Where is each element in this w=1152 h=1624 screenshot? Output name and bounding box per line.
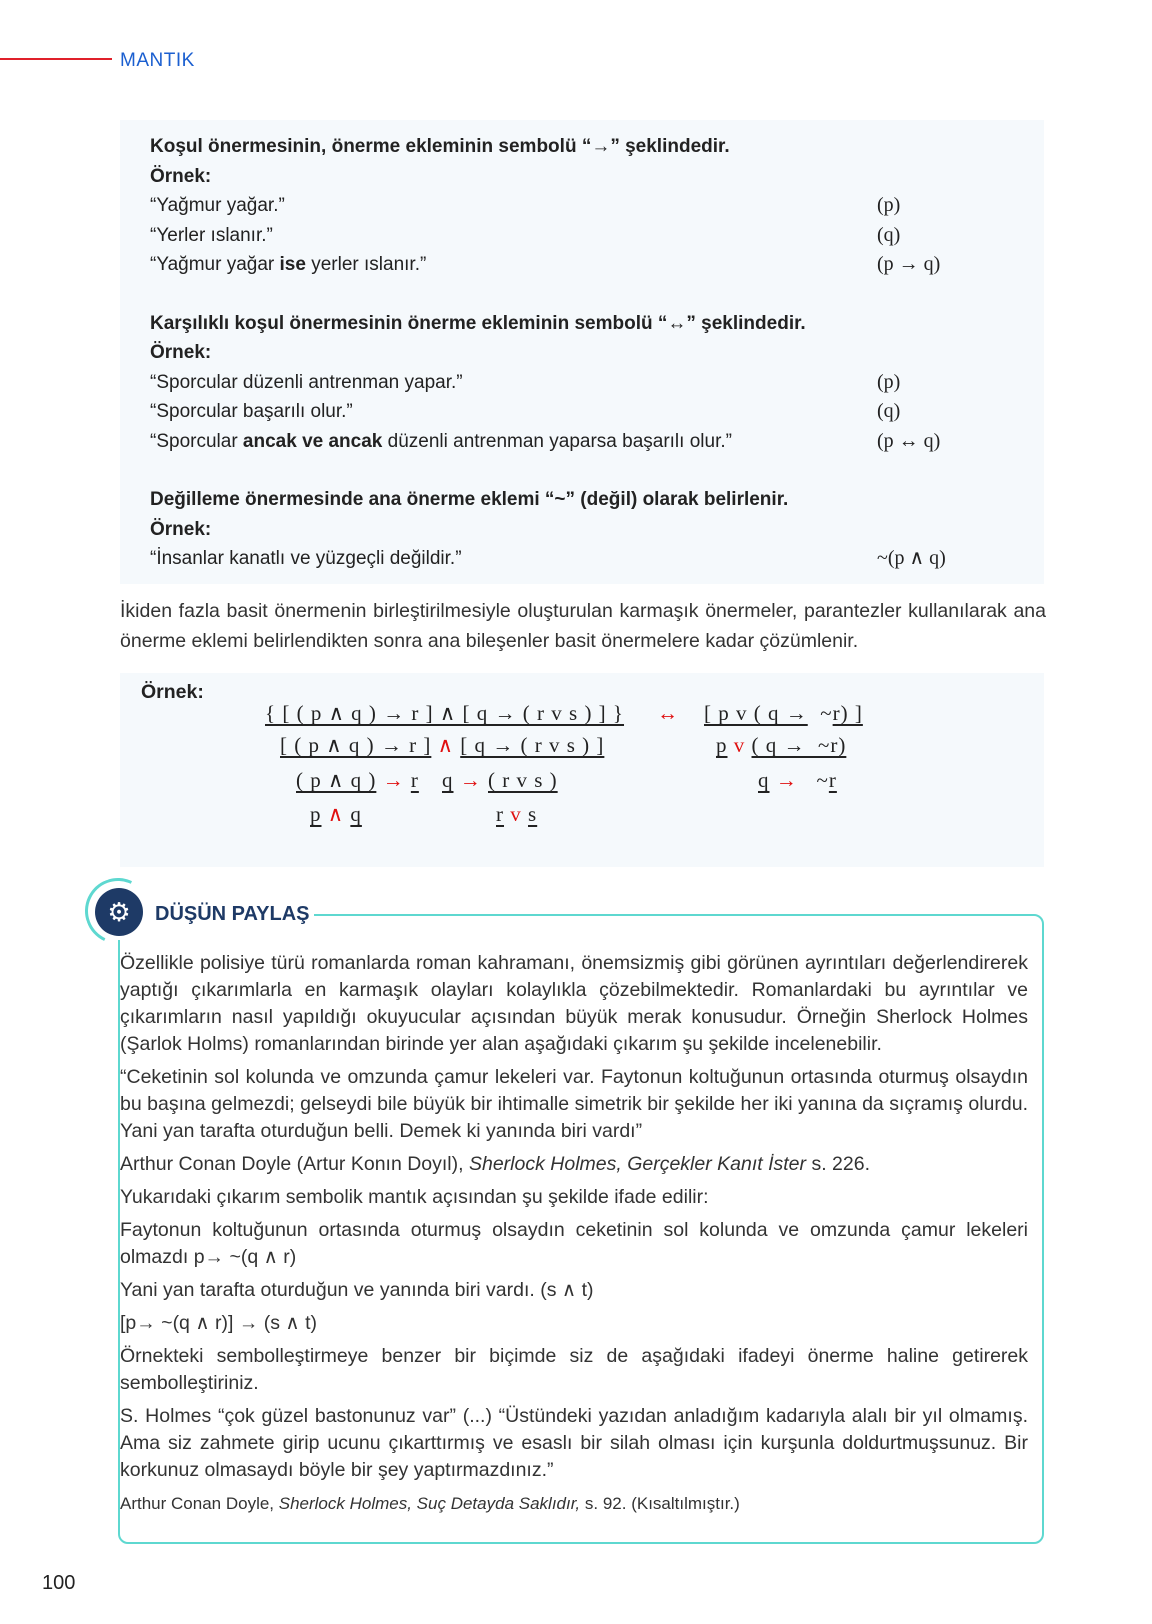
definitions-box <box>120 120 1044 584</box>
paragraph: Örnekteki sembolleştirmeye benzer bir biçimde siz de aşağıdaki ifadeyi önerme haline getirerek sembolleştiriniz. <box>120 1345 1028 1394</box>
formula-step: p ∧ q <box>310 802 362 826</box>
symbolic-form: (q) <box>877 223 901 246</box>
chapter-title: MANTIK <box>120 50 195 71</box>
formula-step: p v ( q → ~r) <box>716 733 847 757</box>
paragraph: Faytonun koltuğunun ortasında oturmuş olsaydın ceketinin sol kolunda ve omzunda çamur lekeleri olmazdı p→ ~(q ∧ r) <box>120 1219 1028 1268</box>
symbolic-form: (p ↔ q) <box>877 429 941 452</box>
paragraph: Yani yan tarafta oturduğun ve yanında biri vardı. (s ∧ t) <box>120 1279 594 1301</box>
section-heading: Koşul önermesinin, önerme ekleminin sembolü “→” şeklindedir. <box>150 136 730 157</box>
symbolic-form: (p → q) <box>877 253 941 275</box>
page-number: 100 <box>42 1572 76 1594</box>
formula-step: [ ( p ∧ q ) → r ] ∧ [ q → ( r v s ) ] <box>280 733 605 757</box>
example-label: Örnek: <box>150 518 212 540</box>
paragraph: Yukarıdaki çıkarım sembolik mantık açısından şu şekilde ifade edilir: <box>120 1186 709 1208</box>
equivalence-symbol: ↔ <box>657 701 679 725</box>
brain-gear-icon: ⚙ <box>95 888 143 936</box>
header-rule <box>0 58 112 60</box>
example-label: Örnek: <box>141 681 204 703</box>
example-box <box>120 673 1044 867</box>
quote: S. Holmes “çok güzel bastonunuz var” (...) “Üstündeki yazıdan anladığım kadarıyla alalı bir yıl olmamış. Ama siz zahmete girip ucunu çıkarttırmış ve esaslı bir silah olması için kurşunla doldurtmuşsunuz. Bir korkunuz olmasaydı böyle bir şey yaptırmazdınız.” <box>120 1405 1028 1481</box>
think-share-body <box>120 950 1028 1523</box>
example-row: “Sporcular ancak ve ancak düzenli antrenman yaparsa başarılı olur.” (p ↔ q) <box>150 427 1014 457</box>
example-row: “Yerler ıslanır.” (q) <box>150 221 1014 251</box>
formula-step: q → ~r <box>758 768 837 792</box>
symbolic-form: (p) <box>877 194 901 216</box>
formula-step: q → ( r v s ) <box>442 768 558 792</box>
citation: Arthur Conan Doyle, Sherlock Holmes, Suç Detayda Saklıdır, s. 92. (Kısaltılmıştır.) <box>120 1494 740 1513</box>
think-share-title: DÜŞÜN PAYLAŞ <box>155 903 310 925</box>
example-row: “İnsanlar kanatlı ve yüzgeçli değildir.” ~(p ∧ q) <box>150 544 1014 574</box>
symbolic-form: (p) <box>877 370 901 393</box>
paragraph: Özellikle polisiye türü romanlarda roman kahramanı, önemsizmiş gibi görünen ayrıntıları değerlendirerek yaptığı çıkarımlarla en karmaşık olayları kolaylıkla çözebilmektedir. Romanlardaki bu ayrıntılar ve çıkarımların nasıl yapıldığı okuyucular açısından büyük merak konusudur. Örneğin Sherlock Holmes (Şarlok Holms) romanlarından birinde yer alan aşağıdaki çıkarım şu şekilde incelenebilir. <box>120 952 1028 1055</box>
symbolic-form: ~(p ∧ q) <box>877 547 946 569</box>
citation: Arthur Conan Doyle (Artur Konın Doyıl), Sherlock Holmes, Gerçekler Kanıt İster s. 226. <box>120 1153 870 1175</box>
section-heading: Karşılıklı koşul önermesinin önerme ekleminin sembolü “↔” şeklindedir. <box>150 312 806 334</box>
example-row: “Sporcular düzenli antrenman yapar.” (p) <box>150 368 1014 398</box>
example-label: Örnek: <box>150 165 212 187</box>
symbolic-form: (q) <box>877 400 901 422</box>
section-heading: Değilleme önermesinde ana önerme eklemi “~” (değil) olarak belirlenir. <box>150 489 789 510</box>
formula-step: { [ ( p ∧ q ) → r ] ∧ [ q → ( r v s ) ] } <box>265 701 625 725</box>
example-row: “Yağmur yağar ise yerler ıslanır.” (p → q) <box>150 250 1014 280</box>
body-paragraph: İkiden fazla basit önermenin birleştirilmesiyle oluşturulan karmaşık önermeler, parantezler kullanılarak ana önerme eklemi belirlendikten sonra ana bileşenler basit önermelere kadar çözümlenir. <box>120 600 1046 652</box>
formula-step: ( p ∧ q ) → r <box>296 768 419 792</box>
example-row: “Yağmur yağar.” (p) <box>150 191 1014 221</box>
example-label: Örnek: <box>150 342 212 363</box>
formula-step: [ p v ( q → ~r) ] <box>704 701 863 725</box>
quote: “Ceketinin sol kolunda ve omzunda çamur lekeleri var. Faytonun koltuğunun ortasında oturmuş olsaydın bu başına gelmezdi; gelseydi bile büyük bir ihtimalle simetrik bir şekilde her iki yanına da sıçramış olurdu. Yani yan tarafta oturduğun belli. Demek ki yanında biri vardı” <box>120 1066 1028 1142</box>
formula-step: r v s <box>496 802 538 826</box>
formula: [p→ ~(q ∧ r)] → (s ∧ t) <box>120 1312 318 1334</box>
example-row: “Sporcular başarılı olur.” (q) <box>150 397 1014 427</box>
